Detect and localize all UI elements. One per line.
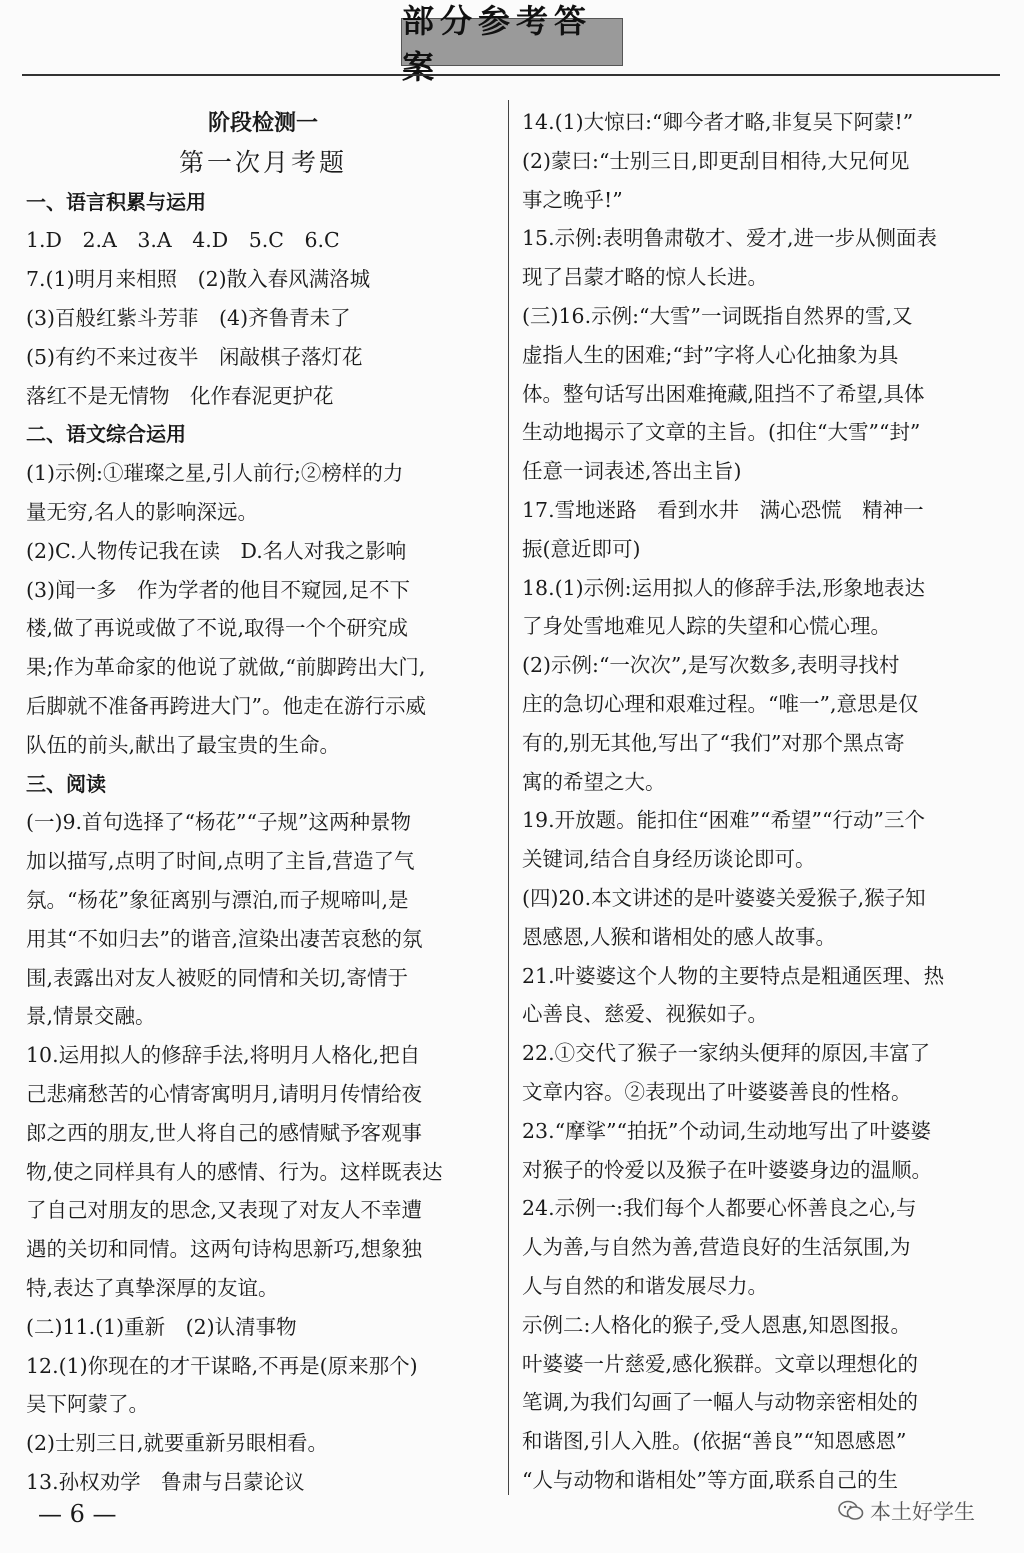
answer-line: (2)蒙曰:“士别三日,即更刮目相待,大兄何见 bbox=[522, 148, 910, 173]
answer-line: 用其“不如归去”的谐音,渲染出凄苦哀愁的氛 bbox=[26, 926, 423, 951]
answer-line: 24.示例一:我们每个人都要心怀善良之心,与 bbox=[522, 1196, 917, 1221]
answer-line: 叶婆婆一片慈爱,感化猴群。文章以理想化的 bbox=[522, 1351, 919, 1376]
answer-line: 围,表露出对友人被贬的同情和关切,寄情于 bbox=[26, 965, 409, 990]
answer-line: (5)有约不来过夜半 闲敲棋子落灯花 bbox=[26, 344, 363, 369]
answer-line: (2)C.人物传记我在读 D.名人对我之影响 bbox=[26, 538, 407, 563]
section-heading: 二、语文综合运用 bbox=[26, 422, 186, 447]
answer-line: 加以描写,点明了时间,点明了主旨,营造了气 bbox=[26, 849, 415, 874]
answer-line: 体。整句话写出困难掩藏,阻挡不了希望,具体 bbox=[522, 381, 925, 406]
watermark bbox=[838, 1496, 975, 1526]
page-number: — 6 — bbox=[38, 1500, 117, 1528]
answer-line: 关键词,结合自身经历谈论即可。 bbox=[522, 847, 816, 872]
wechat-icon bbox=[838, 1500, 864, 1522]
answer-line: 12.(1)你现在的才干谋略,不再是(原来那个) bbox=[26, 1353, 418, 1378]
answer-line: 心善良、慈爱、视猴如子。 bbox=[522, 1002, 768, 1027]
answer-line: 遇的关切和同情。这两句诗构思新巧,想象独 bbox=[26, 1237, 423, 1262]
answer-line: 氛。“杨花”象征离别与漂泊,而子规啼叫,是 bbox=[26, 887, 409, 912]
column-divider bbox=[508, 100, 509, 1495]
answer-line: 庄的急切心理和艰难过程。“唯一”,意思是仅 bbox=[522, 691, 919, 716]
answer-line: 果;作为革命家的他说了就做,“前脚跨出大门, bbox=[26, 655, 426, 680]
answer-line: “人与动物和谐相处”等方面,联系自己的生 bbox=[522, 1467, 898, 1492]
answer-line: 了自己对朋友的思念,又表现了对友人不幸遭 bbox=[26, 1198, 423, 1223]
answer-line: 有的,别无其他,写出了“我们”对那个黑点寄 bbox=[522, 730, 905, 755]
answer-line: 楼,做了再说或做了不说,取得一个个研究成 bbox=[26, 616, 409, 641]
answer-line: 17.雪地迷路 看到水井 满心恐慌 精神一 bbox=[522, 497, 924, 522]
answer-line: (一)9.首句选择了“杨花”“子规”这两种景物 bbox=[26, 810, 411, 835]
answer-line: (1)示例:①璀璨之星,引人前行;②榜样的力 bbox=[26, 461, 404, 486]
answer-line: 现了吕蒙才略的惊人长进。 bbox=[522, 265, 768, 290]
answer-line: 特,表达了真挚深厚的友谊。 bbox=[26, 1275, 279, 1300]
answer-line: 吴下阿蒙了。 bbox=[26, 1392, 149, 1417]
answer-line: (三)16.示例:“大雪”一词既指自然界的雪,又 bbox=[522, 303, 913, 328]
answer-line: 事之晚乎!” bbox=[522, 187, 623, 212]
header-divider bbox=[22, 74, 1000, 76]
answer-line: 景,情景交融。 bbox=[26, 1004, 156, 1029]
answer-line: 21.叶婆婆这个人物的主要特点是粗通医理、热 bbox=[522, 963, 945, 988]
answer-line: (2)士别三日,就要重新另眼相看。 bbox=[26, 1431, 329, 1456]
answer-line: 己悲痛愁苦的心情寄寓明月,请明月传情给夜 bbox=[26, 1081, 423, 1106]
answer-line: 振(意近即可) bbox=[522, 536, 641, 561]
answer-line: 7.(1)明月来相照 (2)散入春风满洛城 bbox=[26, 267, 371, 292]
answer-line: 1.D 2.A 3.A 4.D 5.C 6.C bbox=[26, 228, 340, 253]
answer-line: 郎之西的朋友,世人将自己的感情赋予客观事 bbox=[26, 1120, 423, 1145]
answer-line: (3)百般红紫斗芳菲 (4)齐鲁青未了 bbox=[26, 305, 351, 330]
answer-line: 恩感恩,人猴和谐相处的感人故事。 bbox=[522, 924, 837, 949]
answer-line: 10.运用拟人的修辞手法,将明月人格化,把自 bbox=[26, 1043, 421, 1068]
answer-line: 物,使之同样具有人的感情、行为。这样既表达 bbox=[26, 1159, 443, 1184]
answer-line: 落红不是无情物 化作春泥更护花 bbox=[26, 383, 334, 408]
answer-line: 寓的希望之大。 bbox=[522, 769, 666, 794]
answer-line: 14.(1)大惊曰:“卿今者才略,非复吴下阿蒙!” bbox=[522, 110, 914, 134]
section-title: 阶段检测一 bbox=[207, 111, 318, 136]
answer-line: 任意一词表述,答出主旨) bbox=[522, 459, 742, 484]
section-subtitle: 第一次月考题 bbox=[178, 147, 347, 177]
answer-line: (2)示例:“一次次”,是写次数多,表明寻找村 bbox=[522, 653, 900, 678]
answer-line: 虚指人生的困难;“封”字将人心化抽象为具 bbox=[522, 342, 899, 367]
answer-line: 和谐图,引人入胜。(依据“善良”“知恩感恩” bbox=[522, 1429, 907, 1454]
answer-line: 19.开放题。能扣住“困难”“希望”“行动”三个 bbox=[522, 808, 925, 833]
answer-line: (二)11.(1)重新 (2)认清事物 bbox=[26, 1314, 297, 1339]
answer-line: 23.“摩挲”“拍抚”个动词,生动地写出了叶婆婆 bbox=[522, 1118, 932, 1143]
answer-line: 18.(1)示例:运用拟人的修辞手法,形象地表达 bbox=[522, 575, 926, 600]
right-column bbox=[522, 103, 1000, 1500]
answer-line: 人与自然的和谐发展尽力。 bbox=[522, 1273, 768, 1298]
answer-line: 队伍的前头,献出了最宝贵的生命。 bbox=[26, 732, 341, 757]
answer-line: 生动地揭示了文章的主旨。(扣住“大雪”“封” bbox=[522, 420, 921, 445]
answer-line: 量无穷,名人的影响深远。 bbox=[26, 499, 259, 524]
section-heading: 一、语言积累与运用 bbox=[26, 189, 206, 214]
answer-line: 文章内容。②表现出了叶婆婆善良的性格。 bbox=[522, 1079, 912, 1104]
answer-line: 15.示例:表明鲁肃敬才、爱才,进一步从侧面表 bbox=[522, 226, 938, 251]
answer-line: 笔调,为我们勾画了一幅人与动物亲密相处的 bbox=[522, 1390, 919, 1415]
answer-line: (3)闻一多 作为学者的他目不窥园,足不下 bbox=[26, 577, 411, 602]
answer-line: 13.孙权劝学 鲁肃与吕蒙论议 bbox=[26, 1469, 305, 1494]
left-column bbox=[26, 105, 500, 1502]
answer-line: 人为善,与自然为善,营造良好的生活氛围,为 bbox=[522, 1235, 911, 1260]
answer-line: 示例二:人格化的猴子,受人恩惠,知恩图报。 bbox=[522, 1312, 911, 1337]
watermark-text: 本土好学生 bbox=[870, 1500, 975, 1524]
answer-line: (四)20.本文讲述的是叶婆婆关爱猴子,猴子知 bbox=[522, 885, 926, 910]
answer-line: 后脚就不准备再跨进大门”。他走在游行示威 bbox=[26, 693, 426, 718]
answer-line: 对猴子的怜爱以及猴子在叶婆婆身边的温顺。 bbox=[522, 1157, 932, 1182]
section-heading: 三、阅读 bbox=[26, 771, 106, 796]
answer-line: 22.①交代了猴子一家纳头便拜的原因,丰富了 bbox=[522, 1041, 931, 1066]
page-title: 部分参考答案 bbox=[401, 18, 623, 66]
answer-line: 了身处雪地难见人踪的失望和心慌心理。 bbox=[522, 614, 891, 639]
